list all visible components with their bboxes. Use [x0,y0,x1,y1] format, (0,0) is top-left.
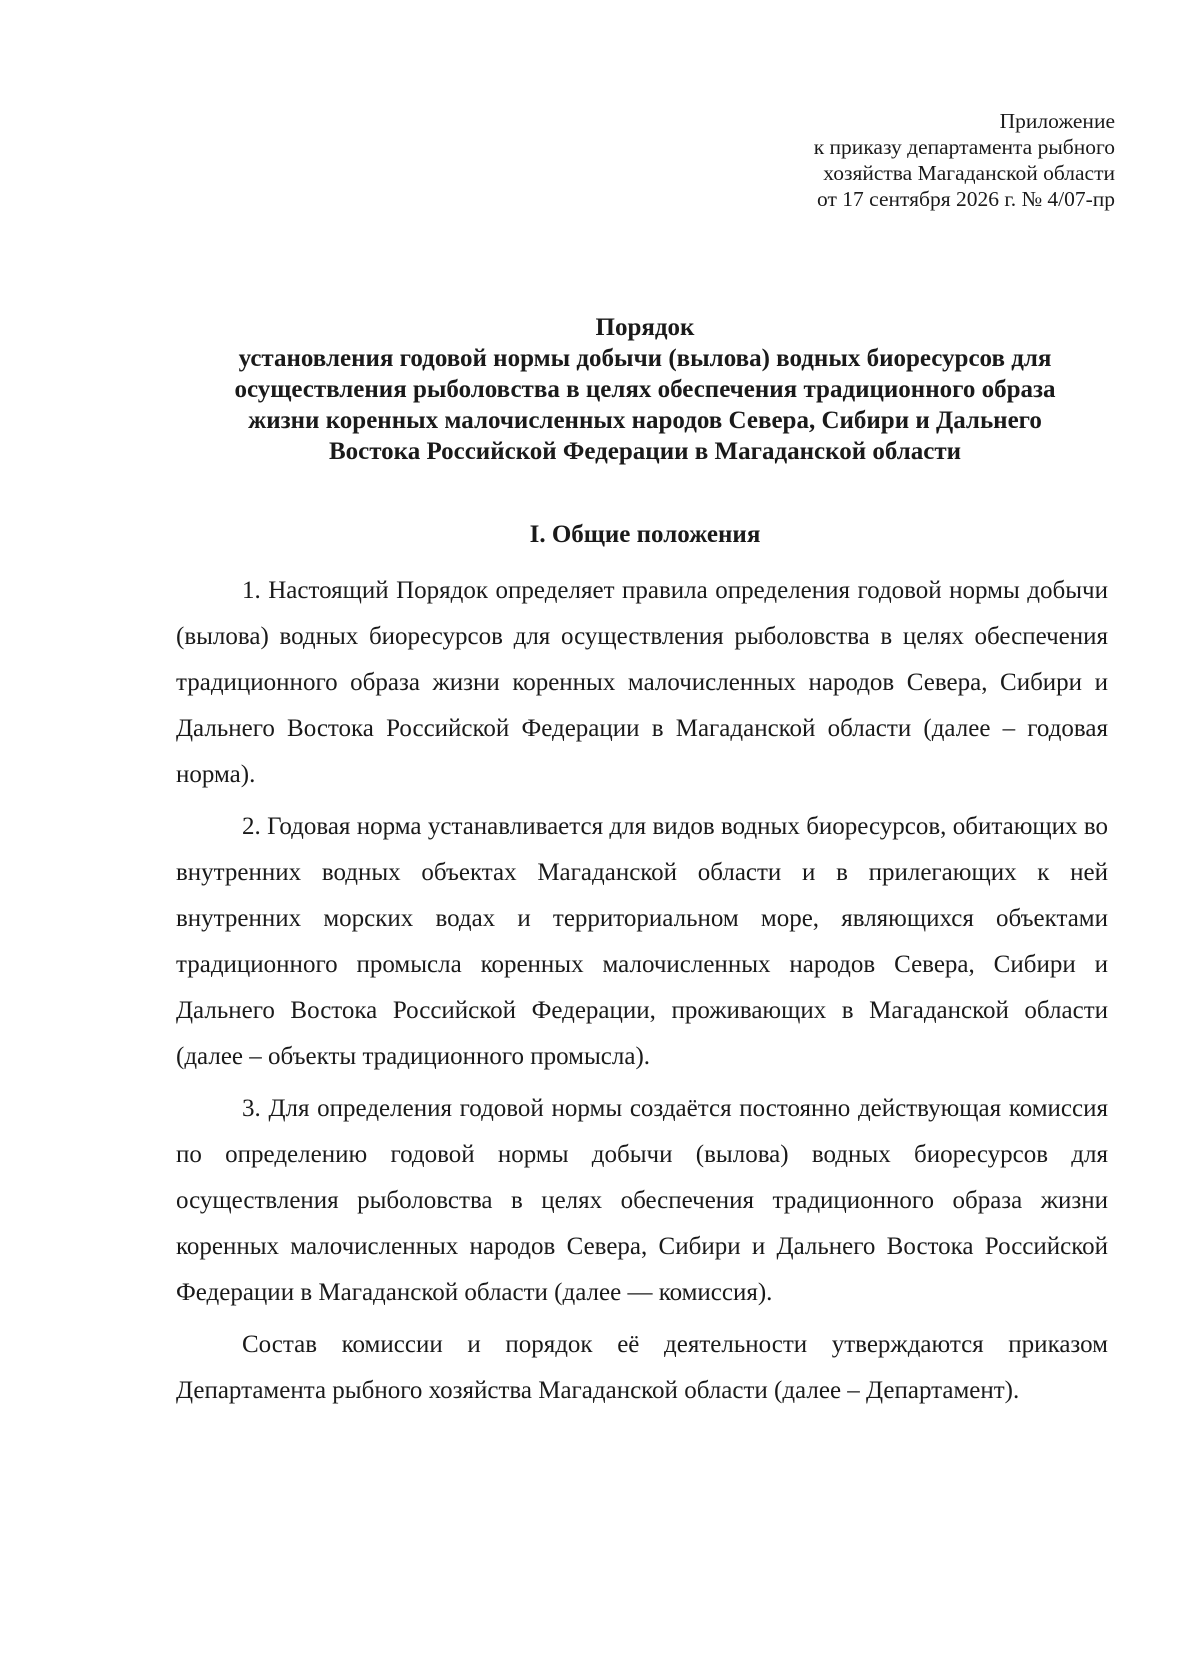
appendix-note [814,108,1115,212]
title-line-2: осуществления рыболовства в целях обеспечения традиционного образа [234,376,1056,403]
appendix-line-2: к приказу департамента рыбного [813,135,1115,159]
title-heading: Порядок [595,314,695,341]
title-line-1: установления годовой нормы добычи (вылова) водных биоресурсов для [238,345,1052,372]
document-body [176,568,1108,1420]
paragraph-3: 3. Для определения годовой нормы создаётся постоянно действующая комиссия по определению годовой нормы добычи (вылова) водных биоресурсов для осуществления рыболовства в целях обеспечения традиционного образа жизни коренных малочисленных народов Севера, Сибири и Дальнего Востока Российской Федерации в Магаданской области (далее — комиссия). [176,1095,1108,1306]
paragraph-1: 1. Настоящий Порядок определяет правила определения годовой нормы добычи (вылова) водных биоресурсов для осуществления рыболовства в целях обеспечения традиционного образа жизни коренных малочисленных народов Севера, Сибири и Дальнего Востока Российской Федерации в Магаданской области (далее – годовая норма). [176,577,1108,788]
title-line-3: жизни коренных малочисленных народов Севера, Сибири и Дальнего [248,407,1042,434]
appendix-line-4: от 17 сентября 2026 г. № 4/07-пр [817,187,1115,211]
document-title [150,312,1140,467]
title-line-4: Востока Российской Федерации в Магаданской области [328,438,962,465]
appendix-line-3: хозяйства Магаданской области [823,161,1115,185]
paragraph-2: 2. Годовая норма устанавливается для видов водных биоресурсов, обитающих во внутренних водных объектах Магаданской области и в прилегающих к ней внутренних морских водах и территориальном море, являющихся объектами традиционного промысла коренных малочисленных народов Севера, Сибири и Дальнего Востока Российской Федерации, проживающих в Магаданской области (далее – объекты традиционного промысла). [176,813,1108,1070]
section-heading: I. Общие положения [529,521,761,548]
appendix-line-1: Приложение [999,109,1115,133]
paragraph-4: Состав комиссии и порядок её деятельности утверждаются приказом Департамента рыбного хозяйства Магаданской области (далее – Департамент). [176,1331,1108,1404]
